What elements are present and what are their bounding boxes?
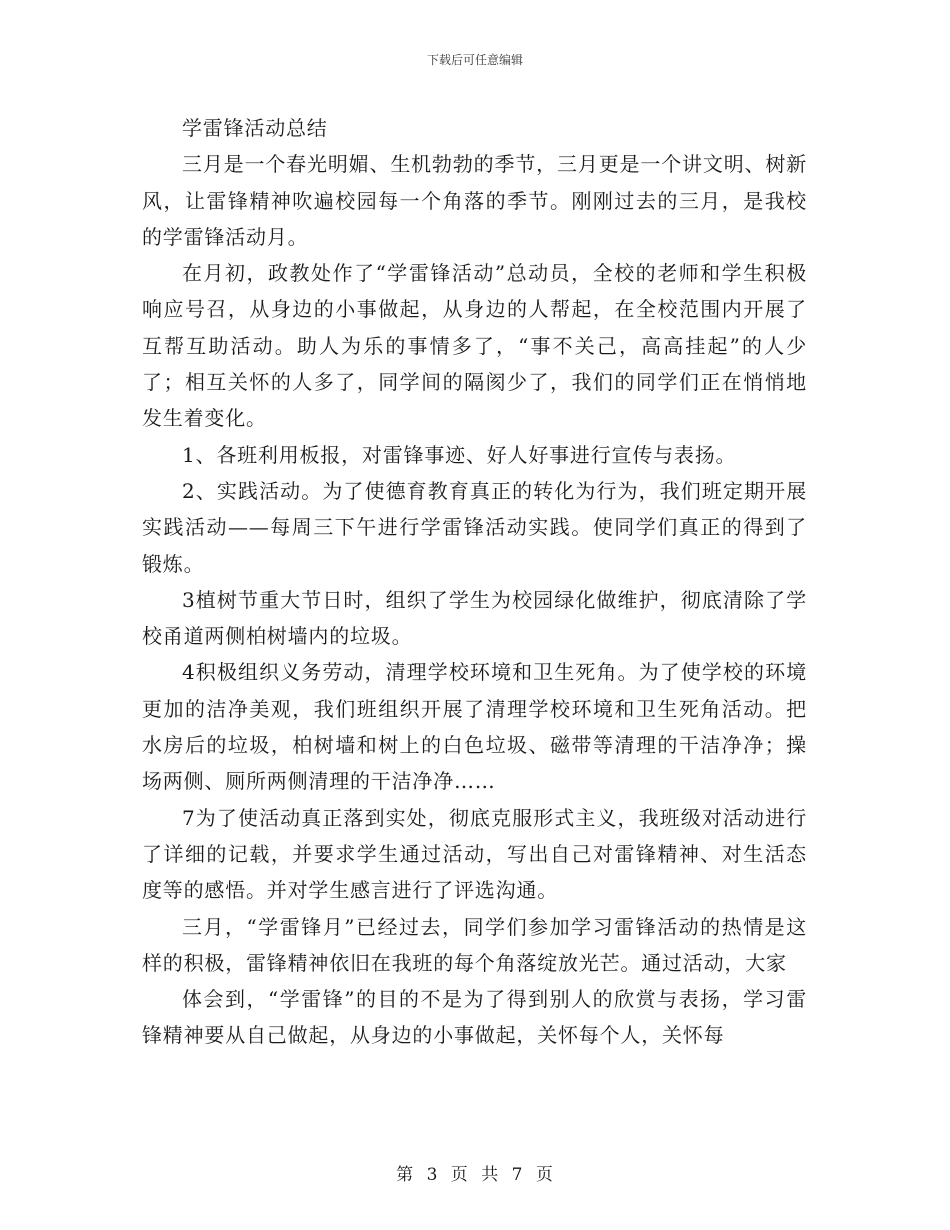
current-page-number: 3 [426,1165,439,1185]
paragraph: 1、各班利用板报，对雷锋事迹、好人好事进行宣传与表扬。 [182,442,737,467]
page-label-unit: 页 [450,1165,469,1185]
page-footer [0,1164,950,1186]
paragraph: 体会到，“学雷锋”的目的不是为了得到别人的欣赏与表扬，学习雷锋精神要从自己做起，从身边的小事做起，关怀每个人，关怀每 [142,987,807,1048]
page-header-note: 下载后可任意编辑 [426,53,523,67]
paragraph: 4积极组织义务劳动，清理学校环境和卫生死角。为了使学校的环境更加的洁净美观，我们班组织开展了清理学校环境和卫生死角活动。把水房后的垃圾，柏树墙和树上的白色垃圾、磁带等清理的干洁净净；操场两侧、厕所两侧清理的干洁净净…… [142,660,807,794]
total-unit: 页 [535,1165,554,1185]
document-title: 学雷锋活动总结 [182,116,328,140]
document-body [142,110,807,1054]
total-pages-number: 7 [511,1165,524,1185]
paragraph: 3植树节重大节日时，组织了学生为校园绿化做维护，彻底清除了学校甬道两侧柏树墙内的垃圾。 [142,587,807,649]
paragraph: 7为了使活动真正落到实处，彻底克服形式主义，我班级对活动进行了详细的记载，并要求学生通过活动，写出自己对雷锋精神、对生活态度等的感悟。并对学生感言进行了评选沟通。 [142,805,807,903]
total-label: 共 [481,1165,500,1185]
paragraph: 2、实践活动。为了使德育教育真正的转化为行为，我们班定期开展实践活动——每周三下午进行学雷锋活动实践。使同学们真正的得到了锻炼。 [142,478,807,576]
page-label-prefix: 第 [396,1165,415,1185]
paragraph: 三月是一个春光明媚、生机勃勃的季节，三月更是一个讲文明、树新风，让雷锋精神吹遍校园每一个角落的季节。刚刚过去的三月，是我校的学雷锋活动月。 [142,152,807,249]
paragraph: 在月初，政教处作了“学雷锋活动”总动员，全校的老师和学生积极响应号召，从身边的小事做起，从身边的人帮起，在全校范围内开展了互帮互助活动。助人为乐的事情多了，“事不关己，高高挂起”的人少了；相互关怀的人多了，同学间的隔阂少了，我们的同学们正在悄悄地发生着变化。 [142,261,807,431]
paragraph: 三月，“学雷锋月”已经过去，同学们参加学习雷锋活动的热情是这样的积极，雷锋精神依旧在我班的每个角落绽放光芒。通过活动，大家 [142,914,807,975]
